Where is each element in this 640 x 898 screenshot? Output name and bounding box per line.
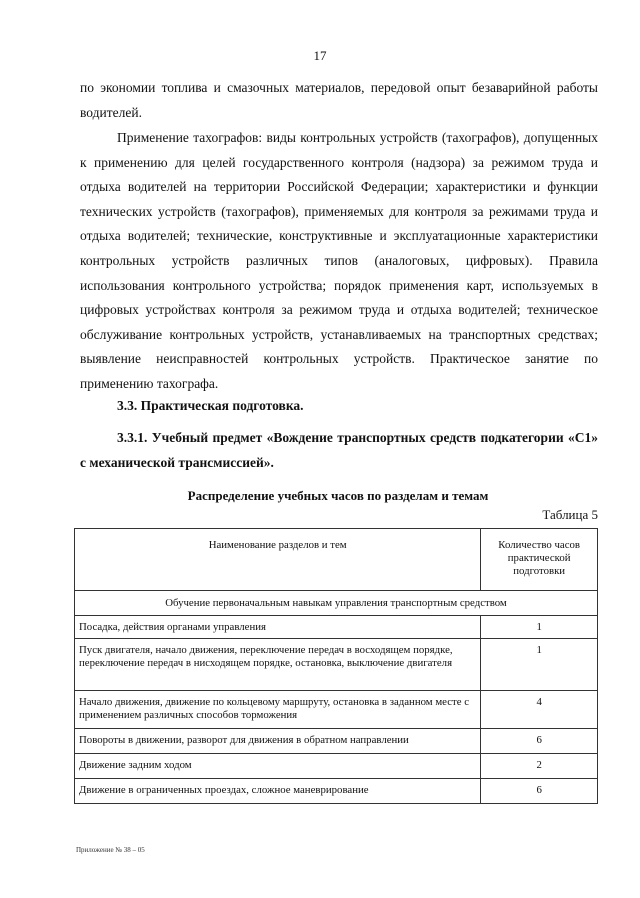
topic-hours: 6 [481, 779, 598, 804]
topic-name: Начало движения, движение по кольцевому маршруту, остановка в заданном месте с применением различных способов торможения [75, 691, 481, 729]
table-header-row [75, 529, 598, 591]
table-row [75, 779, 598, 804]
topic-hours: 1 [481, 616, 598, 639]
header-hours: Количество часов практической подготовки [481, 529, 598, 591]
table-label: Таблица 5 [542, 507, 598, 522]
section-heading-practical-training: 3.3. Практическая подготовка. [117, 398, 304, 413]
table-section-row [75, 591, 598, 616]
table-row [75, 691, 598, 729]
subsection-heading-driving-subject: 3.3.1. Учебный предмет «Вождение транспортных средств подкатегории «С1» с механической трансмиссией». [80, 430, 598, 470]
topic-hours: 6 [481, 729, 598, 754]
footer-note: Приложение № 38 – 05 [76, 846, 145, 854]
table-title: Распределение учебных часов по разделам и темам [187, 488, 489, 503]
paragraph-tachographs: Применение тахографов: виды контрольных устройств (тахографов), допущенных к применению для целей государственного контроля (надзора) за режимом труда и отдыха водителей на территории Российской Федерации; характеристики и функции технических устройств (тахографов), применяемых для контроля за режимами труда и отдыха водителей; технические, конструктивные и эксплуатационные характеристики контрольных устройств различных типов (аналоговых, цифровых). Правила использования контрольного устройства; порядок применения карт, используемых в цифровых устройствах контроля за режимом труда и отдыха водителей; техническое обслуживание контрольных устройств, устанавливаемых на транспортных средствах; выявление неисправностей контрольных устройств. Практическое занятие по применению тахографа. [80, 130, 598, 391]
section-title: Обучение первоначальным навыкам управления транспортным средством [75, 591, 598, 616]
topic-hours: 1 [481, 639, 598, 691]
table-row [75, 729, 598, 754]
table-row [75, 616, 598, 639]
hours-table [74, 528, 598, 804]
topic-name: Движение задним ходом [75, 754, 481, 779]
topic-name: Повороты в движении, разворот для движения в обратном направлении [75, 729, 481, 754]
page-number: 17 [313, 48, 327, 63]
topic-name: Пуск двигателя, начало движения, переключение передач в восходящем порядке, переключение передач в нисходящем порядке, остановка, выключение двигателя [75, 639, 481, 691]
topic-name: Движение в ограниченных проездах, сложное маневрирование [75, 779, 481, 804]
header-topics: Наименование разделов и тем [75, 529, 481, 591]
table-row [75, 754, 598, 779]
paragraph-fuel-economy: по экономии топлива и смазочных материалов, передовой опыт безаварийной работы водителей. [80, 80, 598, 120]
topic-name: Посадка, действия органами управления [75, 616, 481, 639]
topic-hours: 2 [481, 754, 598, 779]
table-row [75, 639, 598, 691]
topic-hours: 4 [481, 691, 598, 729]
